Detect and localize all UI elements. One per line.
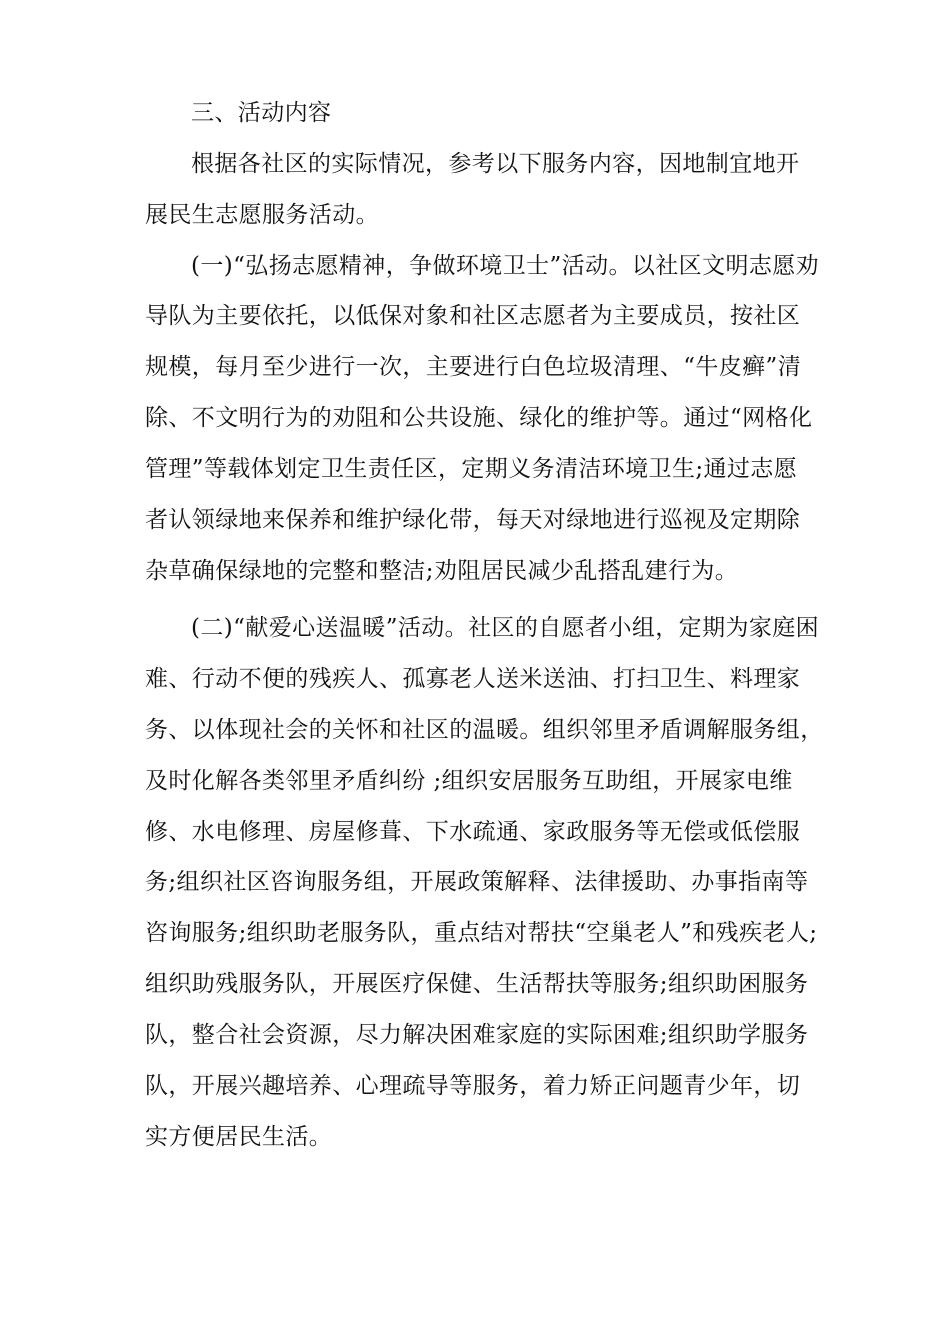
section2-line-3: 务、以体现社会的关怀和社区的温暖。组织邻里矛盾调解服务组，: [145, 717, 824, 743]
section2-line-4: 及时化解各类邻里矛盾纠纷 ;组织安居服务互助组，开展家电维: [145, 768, 793, 794]
section2-line-2: 难、行动不便的残疾人、孤寡老人送米送油、打扫卫生、料理家: [145, 666, 801, 692]
section2-line-8: 组织助残服务队，开展医疗保健、生活帮扶等服务;组织助困服务: [145, 971, 809, 997]
section1-line-1: (一)“弘扬志愿精神，争做环境卫士”活动。以社区文明志愿劝: [191, 253, 820, 279]
section-heading: 三、活动内容: [191, 100, 332, 126]
intro-line-1: 根据各社区的实际情况，参考以下服务内容，因地制宜地开: [191, 151, 800, 177]
section2-line-1: (二)“献爱心送温暖”活动。社区的自愿者小组，定期为家庭困: [191, 615, 820, 641]
section1-line-3: 规模，每月至少进行一次，主要进行白色垃圾清理、“牛皮癣”清: [145, 354, 802, 380]
section1-line-6: 者认领绿地来保养和维护绿化带，每天对绿地进行巡视及定期除: [145, 507, 801, 533]
section2-line-11: 实方便居民生活。: [145, 1124, 333, 1150]
section2-line-5: 修、水电修理、房屋修葺、下水疏通、家政服务等无偿或低偿服: [145, 819, 801, 845]
section2-line-9: 队，整合社会资源，尽力解决困难家庭的实际困难;组织助学服务: [145, 1022, 809, 1048]
section2-line-7: 咨询服务;组织助老服务队，重点结对帮扶“空巢老人”和残疾老人;: [145, 920, 818, 946]
section2-line-10: 队，开展兴趣培养、心理疏导等服务，着力矫正问题青少年，切: [145, 1073, 801, 1099]
section1-line-4: 除、不文明行为的劝阻和公共设施、绿化的维护等。通过“网格化: [145, 405, 813, 431]
section1-line-7: 杂草确保绿地的完整和整洁;劝阻居民减少乱搭乱建行为。: [145, 558, 739, 584]
intro-line-2: 展民生志愿服务活动。: [145, 202, 379, 228]
section1-line-5: 管理”等载体划定卫生责任区，定期义务清洁环境卫生;通过志愿: [145, 456, 798, 482]
section1-line-2: 导队为主要依托，以低保对象和社区志愿者为主要成员，按社区: [145, 303, 801, 329]
section2-line-6: 务;组织社区咨询服务组，开展政策解释、法律援助、办事指南等: [145, 869, 809, 895]
